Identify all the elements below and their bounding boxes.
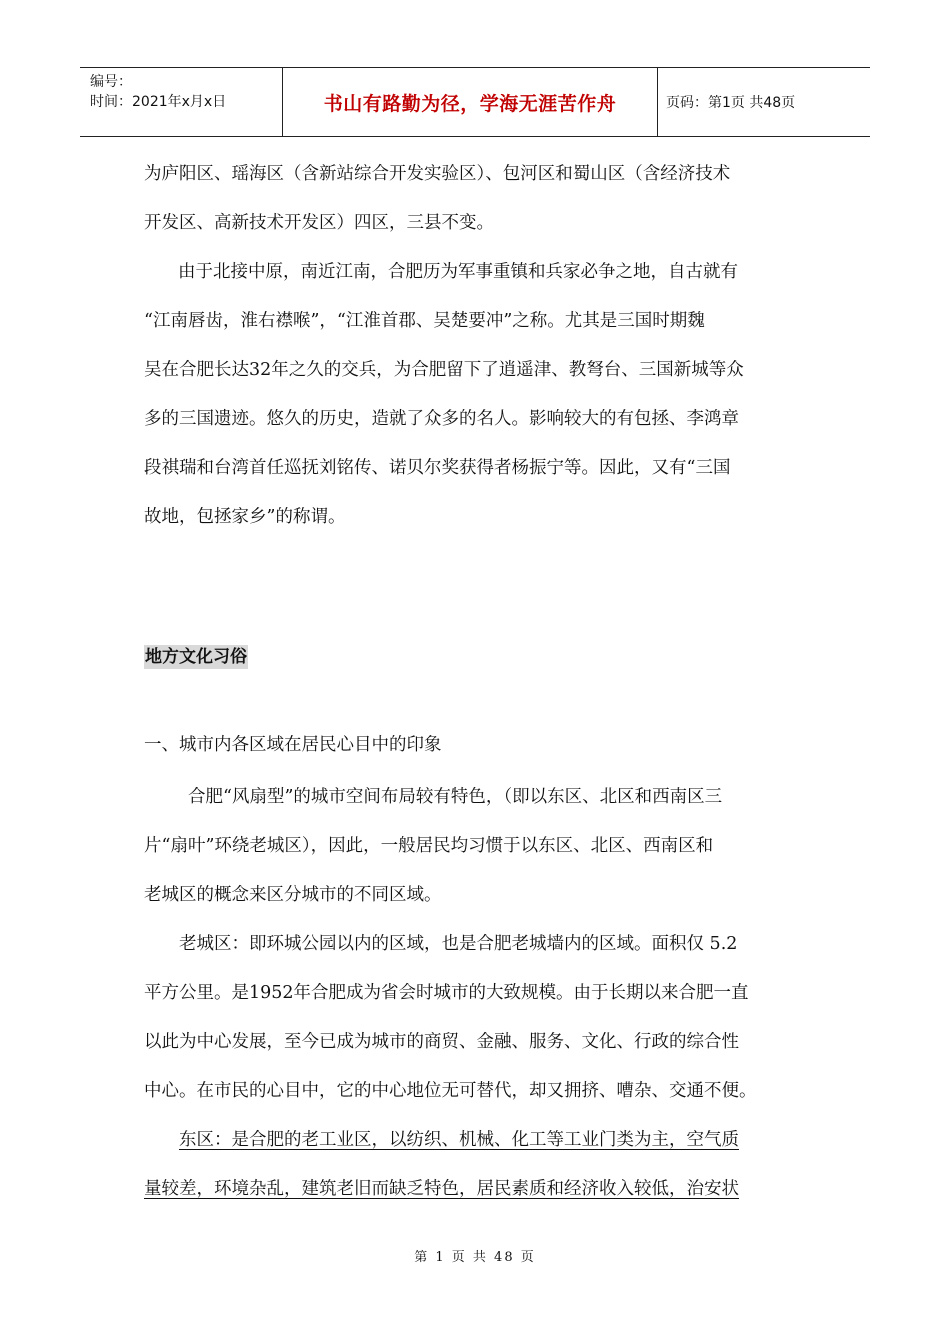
page-footer: 第 1 页 共 48 页 [414,1250,536,1265]
para5-line2-text: 量较差，环境杂乱，建筑老旧而缺乏特色，居民素质和经济收入较低，治安状 [144,1179,739,1199]
para2-line3: 吴在合肥长达32年之久的交兵，为合肥留下了逍遥津、教弩台、三国新城等众 [144,360,744,380]
para2-line1: 由于北接中原，南近江南，合肥历为军事重镇和兵家必争之地，自古就有 [178,262,738,282]
body-text-top [144,150,809,542]
number-label: 编号： [90,74,132,90]
para5-line1-text: 东区：是合肥的老工业区，以纺织、机械、化工等工业门类为主，空气质 [179,1130,739,1150]
para3-line1: 合肥“风扇型”的城市空间布局较有特色，（即以东区、北区和西南区三 [188,787,723,807]
header-meta [80,68,282,136]
para2-line5: 段祺瑞和台湾首任巡抚刘铭传、诺贝尔奖获得者杨振宁等。因此，又有“三国 [144,458,731,478]
para4-line3: 以此为中心发展，至今已成为城市的商贸、金融、服务、文化、行政的综合性 [144,1032,739,1052]
para4-line1: 老城区：即环城公园以内的区域，也是合肥老城墙内的区域。面积仅 5.2 [179,934,738,954]
para4-line4: 中心。在市民的心目中，它的中心地位无可替代，却又拥挤、嘈杂、交通不便。 [144,1081,757,1101]
para1-line2: 开发区、高新技术开发区）四区，三县不变。 [144,213,494,233]
para2-line2: “江南唇齿，淮右襟喉”，“江淮首郡、吴楚要冲”之称。尤其是三国时期魏 [144,311,705,331]
time-label: 时间：2021年x月x日 [90,94,227,110]
subheading: 一、城市内各区域在居民心目中的印象 [144,735,442,755]
page-header [80,67,870,137]
header-page-code [658,68,870,136]
para2-line4: 多的三国遗迹。悠久的历史，造就了众多的名人。影响较大的有包拯、李鸿章 [144,409,739,429]
page-code-text: 页码：第1页 共48页 [666,95,796,111]
para4-line2: 平方公里。是1952年合肥成为省会时城市的大致规模。由于长期以来合肥一直 [144,983,749,1003]
para2-line6: 故地，包拯家乡”的称谓。 [144,507,346,527]
para3-line3: 老城区的概念来区分城市的不同区域。 [144,885,442,905]
para1-line1: 为庐阳区、瑶海区（含新站综合开发实验区）、包河区和蜀山区（含经济技术 [144,164,731,184]
para3-line2: 片“扇叶”环绕老城区），因此，一般居民均习惯于以东区、北区、西南区和 [144,836,714,856]
header-motto-cell [282,68,658,136]
section-heading: 地方文化习俗 [145,647,247,667]
para5-line1 [144,1116,809,1165]
motto-text: 书山有路勤为径，学海无涯苦作舟 [323,92,617,115]
para5-line2 [144,1165,809,1214]
body-text-bottom [144,773,809,1214]
